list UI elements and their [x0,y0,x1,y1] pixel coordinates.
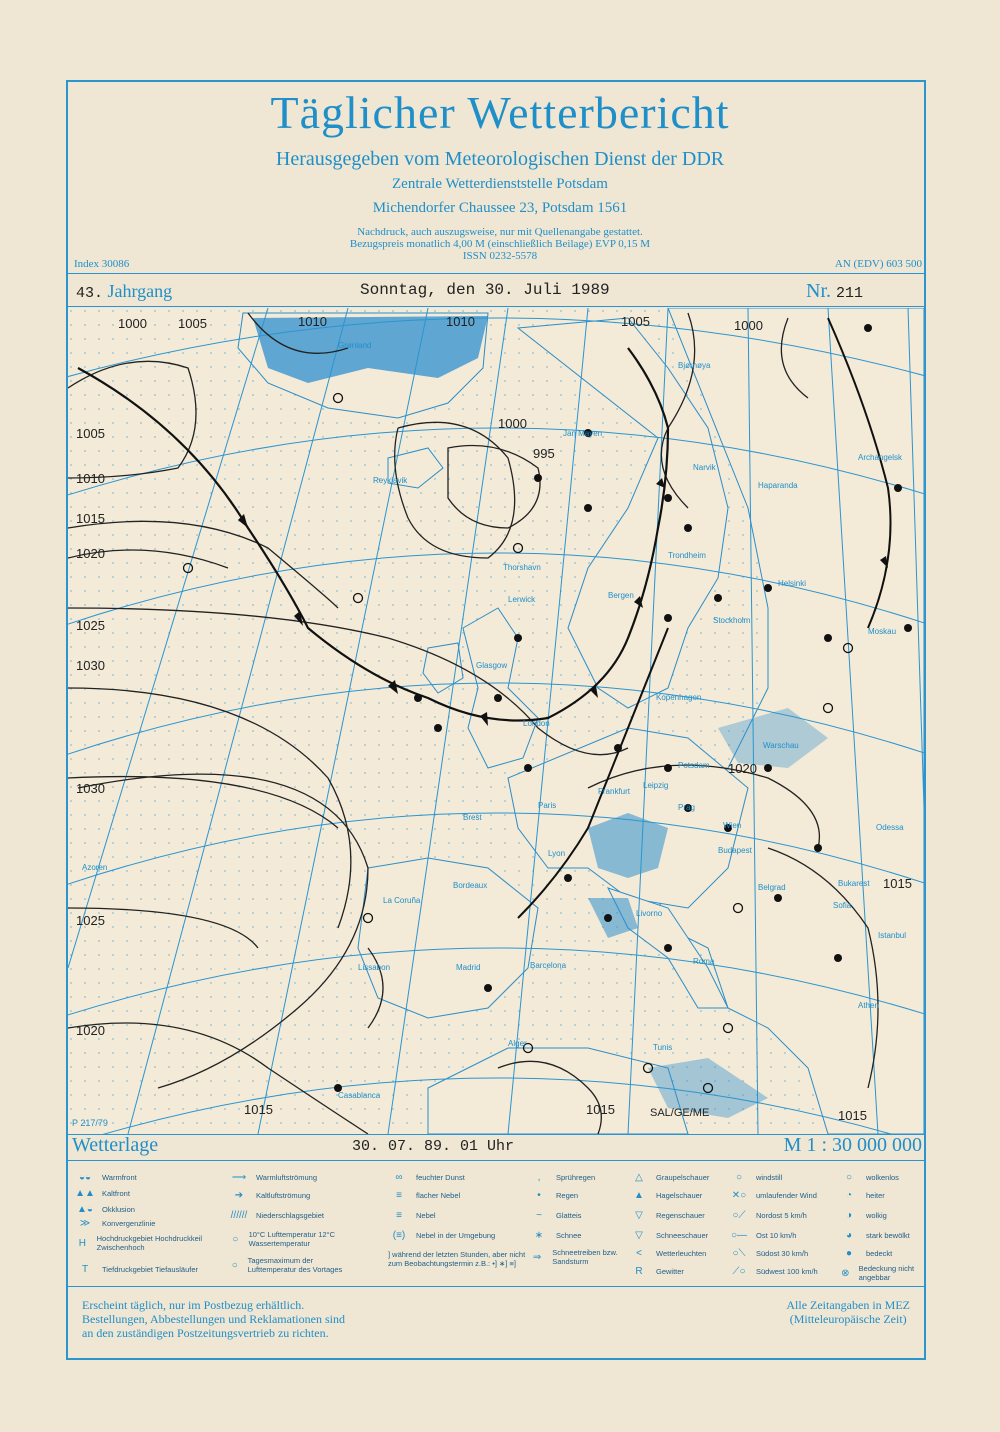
place-label: Bordeaux [453,881,488,890]
legend-graupel: △ Graupelschauer [628,1172,709,1183]
map-scale: M 1 : 30 000 000 [783,1134,922,1156]
place-label: Sofia [833,901,852,910]
isobar-label: 1000 [734,318,763,333]
isobar-label: 1015 [883,876,912,891]
isobar-label: 1025 [76,618,105,633]
place-label: Alger [508,1039,527,1048]
notice-reprint: Nachdruck, auch auszugsweise, nur mit Quellenangabe gestattet. [357,226,643,238]
isobar-label: 1010 [446,314,475,329]
fair-sky-icon: ◔ [845,1190,853,1201]
snow-shower-icon: ▽ [635,1230,643,1241]
place-label: Istanbul [878,931,907,940]
isobar-label: 1015 [838,1108,867,1123]
sky-obscured-icon: ⊗ [841,1267,850,1279]
snow-icon: ∗ [534,1230,544,1241]
isobar-label: 995 [533,446,555,461]
place-label: Narvik [693,463,716,472]
legend-wind-ne: ○⟋ Nordost 5 km/h [728,1210,807,1221]
haze-icon: ∞ [395,1172,403,1183]
isobar-label: 1000 [118,316,147,331]
isobar-label: 1015 [76,511,105,526]
isobar-label: 1025 [76,913,105,928]
thunderstorm-icon: R [635,1266,643,1277]
place-label: Trondheim [668,551,706,560]
cold-front-icon: ▲▲ [75,1188,95,1199]
place-label: Leipzig [643,781,669,790]
volume-number: 43. [76,285,104,302]
footer-divider [68,1286,924,1287]
wind-e-icon: ○— [730,1230,748,1241]
isobar-label: 1005 [621,314,650,329]
cold-flow-icon: ➔ [234,1190,244,1201]
legend-rain-shower: ▽ Regenschauer [628,1210,705,1221]
isobar-label: 1030 [76,781,105,796]
wetterlage-label: Wetterlage [72,1134,159,1156]
legend-cold-front: ▲▲ Kaltfront [75,1188,130,1199]
legend-wind-se: ○⟍ Südost 30 km/h [728,1248,808,1259]
temperature-icon: ○ [232,1233,239,1245]
lightning-icon: < [636,1248,642,1259]
legend-drifting-snow: ⇒ Schneetreiben bzw. Sandsturm [528,1248,638,1266]
legend-thunderstorm: R Gewitter [628,1266,684,1277]
rain-shower-icon: ▽ [635,1210,643,1221]
place-label: Potsdam [678,761,710,770]
place-label: Bukarest [838,879,870,888]
place-label: Athen [858,1001,879,1010]
issue-number [806,280,863,303]
place-label: Barcelona [530,961,567,970]
page-title: Täglicher Wetterbericht [270,87,730,138]
max-temp-icon: ○ [231,1259,238,1271]
precip-area-icon: ////// [230,1210,248,1221]
occlusion-icon: ▲◒ [77,1204,93,1215]
map-top-border [68,306,924,307]
footer-right [786,1298,910,1326]
legend-hail: ▲ Hagelschauer [628,1190,702,1201]
drifting-snow-icon: ⇒ [532,1251,542,1263]
legend-cloudy: ◑ wolkig [838,1210,887,1221]
fog-vicinity-icon: (≡) [392,1230,406,1241]
legend-variable-wind: ✕○ umlaufender Wind [728,1190,817,1201]
map-footnotes-2 [650,1107,709,1119]
legend-snow-shower: ▽ Schneeschauer [628,1230,708,1241]
map-footnotes [72,1118,108,1128]
isobar-label: 1020 [728,761,757,776]
issue-number-label: Nr. [806,280,831,302]
legend-glaze: ~ Glatteis [528,1210,581,1221]
legend-wind-e: ○— Ost 10 km/h [728,1230,796,1241]
place-label: Frankfurt [598,787,631,796]
legend-haze: ∞ feuchter Dunst [388,1172,465,1183]
legend-wind-sw: ⟋○ Südwest 100 km/h [728,1266,818,1277]
volume [76,281,172,302]
index-number: Index 30086 [74,258,130,270]
footer-left-line3: an den zuständigen Postzeitungsvertrieb zu richten. [82,1326,329,1340]
issn: ISSN 0232-5578 [462,250,538,262]
place-label: Archangelsk [858,453,903,462]
drizzle-icon: , [537,1172,541,1183]
isobar-label: 1010 [298,314,327,329]
legend-max-temp: ○ Tagesmaximum der Lufttemperatur des Vortages [228,1256,348,1274]
legend-snow: ∗ Schnee [528,1230,581,1241]
footer-left-line1: Erscheint täglich, nur im Postbezug erhältlich. [82,1298,305,1312]
weather-map [68,308,924,1134]
cloudy-icon: ◑ [845,1210,853,1221]
place-label: Paris [538,801,557,810]
place-label: Lerwick [508,595,536,604]
shallow-fog-icon: ≡ [396,1190,402,1201]
isobar-label: 1010 [76,471,105,486]
legend-top-border [68,1160,924,1161]
footer-right-line1: Alle Zeitangaben in MEZ [786,1298,910,1312]
weather-map-svg [68,308,924,1134]
place-label: Stockholm [713,616,751,625]
legend-convergence: ≫ Konvergenzlinie [74,1218,155,1229]
footer-right-line2: (Mitteleuropäische Zeit) [789,1312,907,1326]
warm-front-icon: ◒◒ [78,1172,92,1183]
legend-cold-flow: ➔ Kaltluftströmung [228,1190,310,1201]
legend-calm: ○ windstill [728,1172,782,1183]
hail-icon: ▲ [634,1190,644,1201]
legend-fair: ◔ heiter [838,1190,885,1201]
mostly-cloudy-icon: ◕ [845,1230,853,1241]
fog-icon: ≡ [396,1210,402,1221]
calm-icon: ○ [735,1172,743,1183]
legend-precip-area: ////// Niederschlagsgebiet [228,1210,324,1221]
place-label: Odessa [876,823,904,832]
glaze-icon: ~ [536,1210,542,1221]
place-label: Livorno [636,909,663,918]
place-label: Lissabon [358,963,391,972]
footer-left-line2: Bestellungen, Abbestellungen und Reklamationen sind [82,1312,345,1326]
isobar-label: 1020 [76,1023,105,1038]
place-label: Lyon [548,849,566,858]
low-pressure-icon: T [81,1264,89,1275]
place-label: Roma [693,957,715,966]
legend-drizzle: , Sprühregen [528,1172,595,1183]
rain-icon: • [537,1190,541,1201]
place-label: Warschau [763,741,799,750]
footer-left [82,1298,345,1340]
place-label: Bergen [608,591,634,600]
place-label: Tunis [653,1043,673,1052]
high-pressure-icon: H [78,1237,86,1249]
graupel-icon: △ [635,1172,643,1183]
legend-fog: ≡ Nebel [388,1210,436,1221]
legend-lightning: < Wetterleuchten [628,1248,706,1259]
legend-obscured: ⊗ Bedeckung nicht angebbar [838,1264,918,1282]
overcast-icon: ● [845,1248,853,1259]
observation-time: 30. 07. 89. 01 Uhr [352,1138,515,1155]
issue-number-value: 211 [836,285,864,302]
place-label: Moskau [868,627,897,636]
warm-flow-icon: ⟶ [231,1172,247,1183]
convergence-icon: ≫ [79,1218,91,1229]
publisher-line: Herausgegeben vom Meteorologischen Dienst der DDR [275,148,725,170]
office-line: Zentrale Wetterdienststelle Potsdam [392,176,608,192]
isobar-label: 1000 [498,416,527,431]
place-label: Grønland [338,341,372,350]
legend-temperature: ○ 10°C Lufttemperatur 12°C Wassertemperatur [228,1230,348,1248]
isobar-label: 1020 [76,546,105,561]
clear-sky-icon: ○ [845,1172,853,1183]
an-number: AN (EDV) 603 500 [834,258,922,270]
place-label: Helsinki [778,579,807,588]
volume-label: Jahrgang [107,281,173,301]
header-divider [68,273,924,274]
place-label: Jan Mayen [563,429,603,438]
legend-clear: ○ wolkenlos [838,1172,899,1183]
legend-low: T Tiefdruckgebiet Tiefausläufer [74,1264,214,1275]
variable-wind-icon: ✕○ [731,1190,747,1201]
address-line: Michendorfer Chaussee 23, Potsdam 1561 [372,200,628,216]
place-label: Belgrad [758,883,786,892]
place-label: Prag [678,803,695,812]
place-label: Casablanca [338,1091,381,1100]
place-label: Thorshavn [503,563,541,572]
legend-recent: ] während der letzten Stunden, aber nicht zum Beobachtungstermin z.B.: •] ∗] ≡] [388,1250,526,1268]
map-footnote-left: P 217/79 [72,1118,108,1128]
place-label: Glasgow [476,661,508,670]
isobar-label: 1015 [244,1102,273,1117]
place-label: Azoren [82,863,108,872]
place-label: London [523,719,550,728]
map-footnote-right: SAL/GE/ME [650,1107,710,1119]
legend [68,1166,924,1284]
isobar-label: 1005 [76,426,105,441]
legend-warm-front: ◒◒ Warmfront [74,1172,137,1183]
wind-se-icon: ○⟍ [732,1248,746,1259]
legend-shallow-fog: ≡ flacher Nebel [388,1190,460,1201]
legend-occlusion: ▲◒ Okklusion [74,1204,135,1215]
notice-price: Bezugspreis monatlich 4,00 M (einschließlich Beilage) EVP 0,15 M [349,238,651,250]
place-label: Brest [463,813,482,822]
place-label: Kopenhagen [656,693,702,702]
place-label: La Coruña [383,896,421,905]
place-label: Haparanda [758,481,798,490]
place-label: Bjørnøya [678,361,711,370]
place-label: Wien [723,821,742,830]
place-label: Reykjavik [373,476,408,485]
legend-high: H Hochdruckgebiet Hochdruckkeil Zwischenhoch [74,1234,214,1252]
notice-block [0,226,1000,262]
place-label: Madrid [456,963,481,972]
isobar-label: 1005 [178,316,207,331]
legend-rain: • Regen [528,1190,578,1201]
wind-sw-icon: ⟋○ [732,1266,746,1277]
isobar-label: 1015 [586,1102,615,1117]
isobar-label: 1030 [76,658,105,673]
legend-warm-flow: ⟶ Warmluftströmung [228,1172,317,1183]
place-label: Budapest [718,846,752,855]
legend-mostly-cloudy: ◕ stark bewölkt [838,1230,910,1241]
legend-overcast: ● bedeckt [838,1248,892,1259]
wind-ne-icon: ○⟋ [732,1210,746,1221]
legend-fog-vicinity: (≡) Nebel in der Umgebung [388,1230,495,1241]
issue-date: Sonntag, den 30. Juli 1989 [360,281,610,299]
